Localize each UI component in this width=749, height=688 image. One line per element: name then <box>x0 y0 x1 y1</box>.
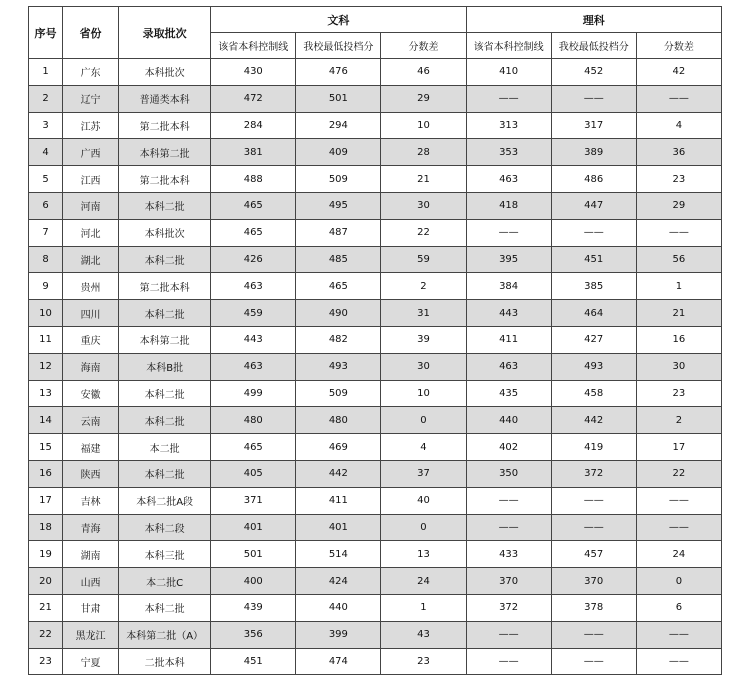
cell-li-control-line: 395 <box>466 246 551 273</box>
table-row <box>29 273 722 300</box>
cell-seq: 5 <box>29 166 63 193</box>
cell-province: 山西 <box>63 568 119 595</box>
cell-li-diff: —— <box>636 514 721 541</box>
table-row <box>29 460 722 487</box>
cell-wen-min-score: 509 <box>296 380 381 407</box>
cell-wen-control-line: 284 <box>211 112 296 139</box>
cell-li-diff: —— <box>636 219 721 246</box>
cell-wen-control-line: 356 <box>211 621 296 648</box>
cell-li-diff: —— <box>636 487 721 514</box>
cell-wen-control-line: 465 <box>211 192 296 219</box>
cell-li-control-line: 353 <box>466 139 551 166</box>
cell-batch: 本科二批A段 <box>119 487 211 514</box>
cell-li-diff: 17 <box>636 434 721 461</box>
cell-batch: 本科二段 <box>119 514 211 541</box>
cell-wen-diff: 39 <box>381 326 466 353</box>
cell-province: 黑龙江 <box>63 621 119 648</box>
cell-wen-diff: 4 <box>381 434 466 461</box>
table-row <box>29 353 722 380</box>
cell-wen-min-score: 465 <box>296 273 381 300</box>
cell-wen-control-line: 381 <box>211 139 296 166</box>
table-row <box>29 192 722 219</box>
cell-province: 云南 <box>63 407 119 434</box>
cell-li-control-line: 418 <box>466 192 551 219</box>
cell-seq: 9 <box>29 273 63 300</box>
cell-li-diff: 36 <box>636 139 721 166</box>
cell-wen-diff: 13 <box>381 541 466 568</box>
table-row <box>29 568 722 595</box>
header-wen-min-score: 我校最低投档分 <box>296 33 381 59</box>
cell-province: 海南 <box>63 353 119 380</box>
cell-batch: 本科二批 <box>119 594 211 621</box>
cell-li-diff: 2 <box>636 407 721 434</box>
cell-province: 河南 <box>63 192 119 219</box>
cell-li-min-score: 385 <box>551 273 636 300</box>
cell-province: 陕西 <box>63 460 119 487</box>
cell-wen-min-score: 509 <box>296 166 381 193</box>
cell-li-min-score: 452 <box>551 59 636 86</box>
cell-li-min-score: 419 <box>551 434 636 461</box>
table-row <box>29 407 722 434</box>
cell-seq: 2 <box>29 85 63 112</box>
cell-batch: 本科二批 <box>119 246 211 273</box>
table-row <box>29 594 722 621</box>
cell-wen-diff: 43 <box>381 621 466 648</box>
cell-li-min-score: —— <box>551 85 636 112</box>
cell-province: 广西 <box>63 139 119 166</box>
table-row <box>29 219 722 246</box>
cell-li-diff: 1 <box>636 273 721 300</box>
cell-seq: 15 <box>29 434 63 461</box>
cell-li-min-score: 457 <box>551 541 636 568</box>
cell-li-control-line: 435 <box>466 380 551 407</box>
header-province: 省份 <box>63 7 119 59</box>
cell-li-min-score: 458 <box>551 380 636 407</box>
cell-wen-min-score: 424 <box>296 568 381 595</box>
cell-wen-control-line: 472 <box>211 85 296 112</box>
cell-batch: 本二批C <box>119 568 211 595</box>
table-row <box>29 487 722 514</box>
cell-li-control-line: 463 <box>466 353 551 380</box>
cell-seq: 21 <box>29 594 63 621</box>
header-group-wen: 文科 <box>211 7 466 33</box>
cell-li-diff: 6 <box>636 594 721 621</box>
cell-batch: 本科二批 <box>119 380 211 407</box>
cell-li-control-line: 410 <box>466 59 551 86</box>
cell-li-diff: 0 <box>636 568 721 595</box>
cell-wen-min-score: 411 <box>296 487 381 514</box>
cell-seq: 8 <box>29 246 63 273</box>
cell-seq: 12 <box>29 353 63 380</box>
cell-wen-min-score: 476 <box>296 59 381 86</box>
cell-li-min-score: 442 <box>551 407 636 434</box>
cell-seq: 10 <box>29 300 63 327</box>
cell-li-control-line: —— <box>466 487 551 514</box>
cell-province: 甘肃 <box>63 594 119 621</box>
cell-li-control-line: —— <box>466 219 551 246</box>
cell-li-control-line: 370 <box>466 568 551 595</box>
cell-wen-diff: 46 <box>381 59 466 86</box>
cell-batch: 本科二批 <box>119 460 211 487</box>
cell-li-min-score: 378 <box>551 594 636 621</box>
cell-wen-diff: 30 <box>381 353 466 380</box>
cell-batch: 第二批本科 <box>119 166 211 193</box>
cell-seq: 1 <box>29 59 63 86</box>
cell-seq: 7 <box>29 219 63 246</box>
cell-wen-diff: 10 <box>381 380 466 407</box>
cell-wen-diff: 59 <box>381 246 466 273</box>
cell-wen-diff: 31 <box>381 300 466 327</box>
cell-li-control-line: 411 <box>466 326 551 353</box>
cell-seq: 3 <box>29 112 63 139</box>
cell-wen-min-score: 401 <box>296 514 381 541</box>
cell-wen-diff: 23 <box>381 648 466 675</box>
table-row <box>29 166 722 193</box>
cell-province: 江苏 <box>63 112 119 139</box>
cell-wen-diff: 0 <box>381 514 466 541</box>
cell-wen-control-line: 488 <box>211 166 296 193</box>
cell-wen-diff: 24 <box>381 568 466 595</box>
cell-batch: 本二批 <box>119 434 211 461</box>
cell-wen-min-score: 399 <box>296 621 381 648</box>
cell-li-diff: 29 <box>636 192 721 219</box>
cell-li-control-line: 440 <box>466 407 551 434</box>
header-batch: 录取批次 <box>119 7 211 59</box>
cell-province: 重庆 <box>63 326 119 353</box>
cell-seq: 18 <box>29 514 63 541</box>
cell-batch: 普通类本科 <box>119 85 211 112</box>
cell-wen-diff: 28 <box>381 139 466 166</box>
cell-li-control-line: 372 <box>466 594 551 621</box>
cell-province: 湖南 <box>63 541 119 568</box>
table-row <box>29 112 722 139</box>
table-row <box>29 514 722 541</box>
cell-province: 宁夏 <box>63 648 119 675</box>
table-row <box>29 85 722 112</box>
cell-province: 辽宁 <box>63 85 119 112</box>
cell-li-diff: 23 <box>636 380 721 407</box>
cell-batch: 本科第二批 <box>119 326 211 353</box>
table-row <box>29 621 722 648</box>
cell-province: 河北 <box>63 219 119 246</box>
cell-li-diff: 42 <box>636 59 721 86</box>
cell-li-min-score: 317 <box>551 112 636 139</box>
cell-wen-min-score: 495 <box>296 192 381 219</box>
cell-seq: 6 <box>29 192 63 219</box>
cell-li-diff: 23 <box>636 166 721 193</box>
cell-seq: 19 <box>29 541 63 568</box>
cell-wen-diff: 22 <box>381 219 466 246</box>
cell-li-diff: —— <box>636 85 721 112</box>
cell-wen-control-line: 463 <box>211 353 296 380</box>
cell-wen-control-line: 405 <box>211 460 296 487</box>
cell-li-diff: 21 <box>636 300 721 327</box>
table-row <box>29 246 722 273</box>
cell-wen-control-line: 465 <box>211 434 296 461</box>
cell-li-min-score: 451 <box>551 246 636 273</box>
cell-seq: 4 <box>29 139 63 166</box>
cell-li-min-score: —— <box>551 487 636 514</box>
cell-batch: 第二批本科 <box>119 273 211 300</box>
cell-li-min-score: —— <box>551 648 636 675</box>
cell-batch: 二批本科 <box>119 648 211 675</box>
cell-batch: 本科二批 <box>119 407 211 434</box>
cell-wen-control-line: 459 <box>211 300 296 327</box>
cell-wen-diff: 1 <box>381 594 466 621</box>
cell-seq: 11 <box>29 326 63 353</box>
cell-wen-min-score: 294 <box>296 112 381 139</box>
cell-province: 江西 <box>63 166 119 193</box>
cell-li-min-score: 464 <box>551 300 636 327</box>
cell-li-min-score: 486 <box>551 166 636 193</box>
cell-li-diff: 30 <box>636 353 721 380</box>
cell-province: 吉林 <box>63 487 119 514</box>
cell-province: 四川 <box>63 300 119 327</box>
cell-li-control-line: 350 <box>466 460 551 487</box>
cell-li-diff: 24 <box>636 541 721 568</box>
admission-score-table <box>28 6 722 675</box>
cell-wen-min-score: 469 <box>296 434 381 461</box>
cell-seq: 20 <box>29 568 63 595</box>
table-body <box>29 59 722 675</box>
cell-li-min-score: 372 <box>551 460 636 487</box>
cell-wen-min-score: 409 <box>296 139 381 166</box>
cell-province: 安徽 <box>63 380 119 407</box>
cell-seq: 23 <box>29 648 63 675</box>
cell-wen-diff: 37 <box>381 460 466 487</box>
cell-wen-control-line: 401 <box>211 514 296 541</box>
cell-li-diff: —— <box>636 621 721 648</box>
cell-wen-control-line: 463 <box>211 273 296 300</box>
cell-province: 福建 <box>63 434 119 461</box>
table-row <box>29 326 722 353</box>
cell-wen-min-score: 501 <box>296 85 381 112</box>
cell-li-min-score: —— <box>551 219 636 246</box>
cell-province: 广东 <box>63 59 119 86</box>
table-row <box>29 434 722 461</box>
cell-wen-control-line: 499 <box>211 380 296 407</box>
cell-wen-min-score: 474 <box>296 648 381 675</box>
cell-wen-diff: 2 <box>381 273 466 300</box>
cell-wen-control-line: 465 <box>211 219 296 246</box>
cell-li-control-line: —— <box>466 621 551 648</box>
header-seq: 序号 <box>29 7 63 59</box>
cell-batch: 本科B批 <box>119 353 211 380</box>
cell-wen-control-line: 480 <box>211 407 296 434</box>
cell-wen-control-line: 439 <box>211 594 296 621</box>
cell-li-diff: 56 <box>636 246 721 273</box>
cell-wen-min-score: 493 <box>296 353 381 380</box>
cell-batch: 本科第二批（A） <box>119 621 211 648</box>
cell-wen-control-line: 451 <box>211 648 296 675</box>
cell-province: 贵州 <box>63 273 119 300</box>
cell-li-control-line: 384 <box>466 273 551 300</box>
cell-li-min-score: —— <box>551 514 636 541</box>
cell-wen-control-line: 501 <box>211 541 296 568</box>
cell-li-min-score: 493 <box>551 353 636 380</box>
cell-wen-control-line: 430 <box>211 59 296 86</box>
cell-wen-min-score: 485 <box>296 246 381 273</box>
cell-li-control-line: 443 <box>466 300 551 327</box>
header-li-min-score: 我校最低投档分 <box>551 33 636 59</box>
cell-batch: 本科第二批 <box>119 139 211 166</box>
cell-province: 湖北 <box>63 246 119 273</box>
cell-seq: 17 <box>29 487 63 514</box>
table-row <box>29 541 722 568</box>
cell-li-control-line: 463 <box>466 166 551 193</box>
cell-li-min-score: —— <box>551 621 636 648</box>
cell-province: 青海 <box>63 514 119 541</box>
cell-wen-control-line: 400 <box>211 568 296 595</box>
header-wen-control-line: 该省本科控制线 <box>211 33 296 59</box>
cell-wen-diff: 29 <box>381 85 466 112</box>
cell-wen-min-score: 440 <box>296 594 381 621</box>
cell-li-min-score: 447 <box>551 192 636 219</box>
table-row <box>29 648 722 675</box>
cell-seq: 13 <box>29 380 63 407</box>
cell-wen-control-line: 443 <box>211 326 296 353</box>
cell-wen-control-line: 426 <box>211 246 296 273</box>
header-wen-diff: 分数差 <box>381 33 466 59</box>
cell-li-diff: 4 <box>636 112 721 139</box>
table-row <box>29 139 722 166</box>
cell-li-min-score: 427 <box>551 326 636 353</box>
header-li-diff: 分数差 <box>636 33 721 59</box>
cell-wen-min-score: 442 <box>296 460 381 487</box>
cell-li-min-score: 389 <box>551 139 636 166</box>
cell-li-control-line: 433 <box>466 541 551 568</box>
cell-li-control-line: 402 <box>466 434 551 461</box>
cell-wen-diff: 30 <box>381 192 466 219</box>
cell-li-diff: 16 <box>636 326 721 353</box>
cell-li-diff: —— <box>636 648 721 675</box>
header-li-control-line: 该省本科控制线 <box>466 33 551 59</box>
cell-wen-min-score: 487 <box>296 219 381 246</box>
table-row <box>29 59 722 86</box>
cell-li-control-line: —— <box>466 85 551 112</box>
cell-wen-min-score: 480 <box>296 407 381 434</box>
cell-batch: 第二批本科 <box>119 112 211 139</box>
cell-li-min-score: 370 <box>551 568 636 595</box>
table-row <box>29 300 722 327</box>
cell-wen-diff: 10 <box>381 112 466 139</box>
cell-wen-diff: 0 <box>381 407 466 434</box>
cell-li-control-line: —— <box>466 514 551 541</box>
cell-wen-diff: 21 <box>381 166 466 193</box>
cell-wen-min-score: 482 <box>296 326 381 353</box>
cell-wen-min-score: 514 <box>296 541 381 568</box>
cell-seq: 16 <box>29 460 63 487</box>
cell-li-control-line: —— <box>466 648 551 675</box>
cell-wen-min-score: 490 <box>296 300 381 327</box>
cell-li-diff: 22 <box>636 460 721 487</box>
cell-seq: 14 <box>29 407 63 434</box>
cell-batch: 本科批次 <box>119 219 211 246</box>
cell-seq: 22 <box>29 621 63 648</box>
cell-batch: 本科二批 <box>119 192 211 219</box>
cell-batch: 本科三批 <box>119 541 211 568</box>
table-row <box>29 380 722 407</box>
header-group-li: 理科 <box>466 7 721 33</box>
cell-li-control-line: 313 <box>466 112 551 139</box>
cell-wen-control-line: 371 <box>211 487 296 514</box>
cell-batch: 本科二批 <box>119 300 211 327</box>
cell-wen-diff: 40 <box>381 487 466 514</box>
cell-batch: 本科批次 <box>119 59 211 86</box>
